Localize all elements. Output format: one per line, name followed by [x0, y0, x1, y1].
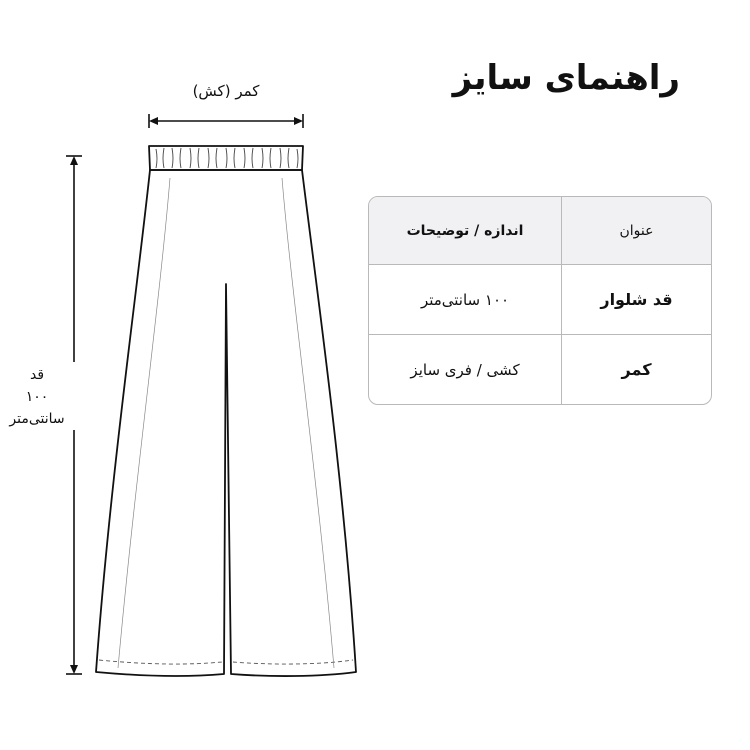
table-row: [369, 264, 711, 334]
table-row: [369, 334, 711, 404]
waist-measure-label: کمر (کش): [192, 82, 260, 100]
length-label-line-2: ۱۰۰: [25, 389, 49, 405]
length-dimension-arrow: [66, 156, 82, 674]
row-value-waist: کشی / فری سایز: [410, 360, 520, 379]
table-header-row: [369, 197, 711, 264]
length-label-line-1: قد: [29, 367, 45, 383]
header-description-cell: اندازه / توضیحات: [406, 222, 524, 239]
page-title: راهنمای سایز: [452, 58, 680, 98]
waist-dimension-arrow: [149, 114, 303, 128]
row-title-pants-length: قد شلوار: [561, 265, 711, 334]
header-title-cell: عنوان: [561, 197, 711, 264]
pants-outline: [96, 146, 356, 676]
size-guide-table: [368, 196, 712, 405]
row-title-waist: کمر: [561, 335, 711, 404]
length-label-line-3: سانتی‌متر: [9, 411, 65, 427]
row-value-pants-length: ۱۰۰ سانتی‌متر: [420, 290, 510, 309]
